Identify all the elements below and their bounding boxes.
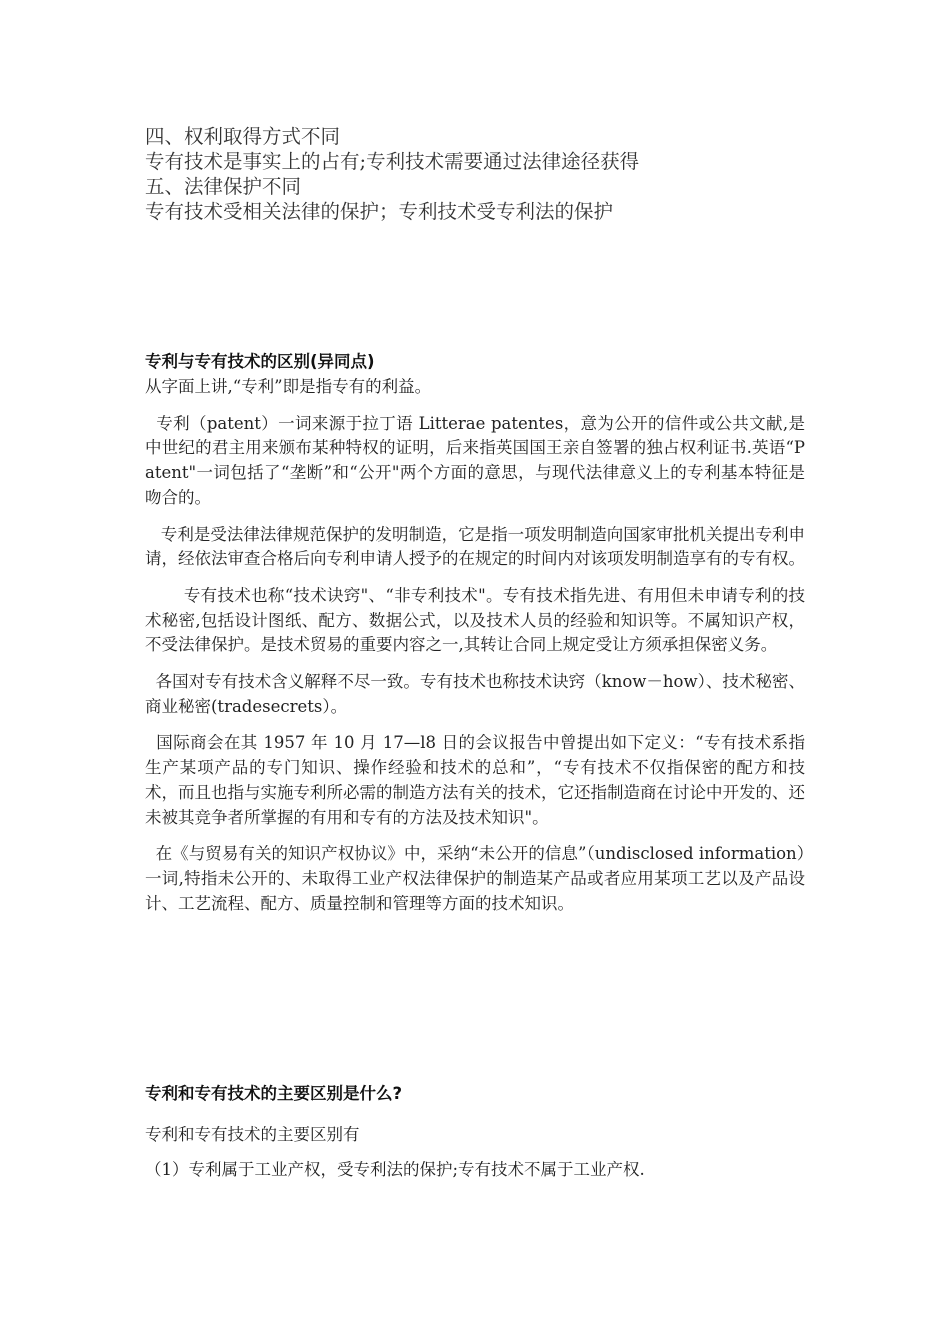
paragraph-patent-definition: 专利是受法律法律规范保护的发明制造，它是指一项发明制造向国家审批机关提出专利申请，经依法审查合格后向专利申请人授予的在规定的时间内对该项发明制造享有的专有权。 xyxy=(145,524,805,569)
section2-item-1: （1）专利属于工业产权，受专利法的保护;专有技术不属于工业产权. xyxy=(145,1159,645,1179)
section2-heading: 专利和专有技术的主要区别是什么? xyxy=(145,1084,403,1103)
section1-heading: 专利与专有技术的区别(异同点) xyxy=(145,352,375,371)
top-line-possession: 专有技术是事实上的占有;专利技术需要通过法律途径获得 xyxy=(145,150,640,173)
paragraph-knowhow-meaning: 各国对专有技术含义解释不尽一致。专有技术也称技术诀窍（know－how）、技术秘密、商业秘密(tradesecrets）。 xyxy=(145,672,805,716)
top-text-block xyxy=(145,124,825,224)
paragraph-icc-definition: 国际商会在其 1957 年 10 月 17—l8 日的会议报告中曾提出如下定义：“专有技术系指生产某项产品的专门知识、操作经验和技术的总和”，“专有技术不仅指保密的配方和技术，而且也指与实施专利所必需的制造方法有关的技术，它还指制造商在讨论中开发的、还未被其竞争者所掌握的有用和专有的方法及技术知识"。 xyxy=(145,733,805,827)
section-differences xyxy=(145,351,805,916)
section-main-differences xyxy=(145,1083,805,1182)
paragraph-knowhow-definition: 专有技术也称“技术诀窍"、“非专利技术"。专有技术指先进、有用但未申请专利的技术秘密,包括设计图纸、配方、数据公式，以及技术人员的经验和知识等。不属知识产权，不受法律保护。是技术贸易的重要内容之一,其转让合同上规定受让方须承担保密义务。 xyxy=(145,585,805,655)
paragraph-trips-definition: 在《与贸易有关的知识产权协议》中，采纳“未公开的信息”（undisclosed information）一词,特指未公开的、未取得工业产权法律保护的制造某产品或者应用某项工艺以及产品设计、工艺流程、配方、质量控制和管理等方面的技术知识。 xyxy=(145,844,805,913)
top-line-rights-acquisition: 四、权利取得方式不同 xyxy=(145,125,341,148)
top-line-protection-detail: 专有技术受相关法律的保护；专利技术受专利法的保护 xyxy=(145,200,614,223)
paragraph-patent-origin: 专利（patent）一词来源于拉丁语 Litterae patentes，意为公开的信件或公共文献,是中世纪的君主用来颁布某种特权的证明，后来指英国国王亲自签署的独占权利证书.英语“Patent"一词包括了“垄断”和“公开"两个方面的意思，与现代法律意义上的专利基本特征是吻合的。 xyxy=(145,413,805,507)
top-line-legal-protection: 五、法律保护不同 xyxy=(145,175,302,198)
section1-intro: 从字面上讲,“专利”即是指专有的利益。 xyxy=(145,377,432,396)
section2-intro: 专利和专有技术的主要区别有 xyxy=(145,1125,360,1144)
